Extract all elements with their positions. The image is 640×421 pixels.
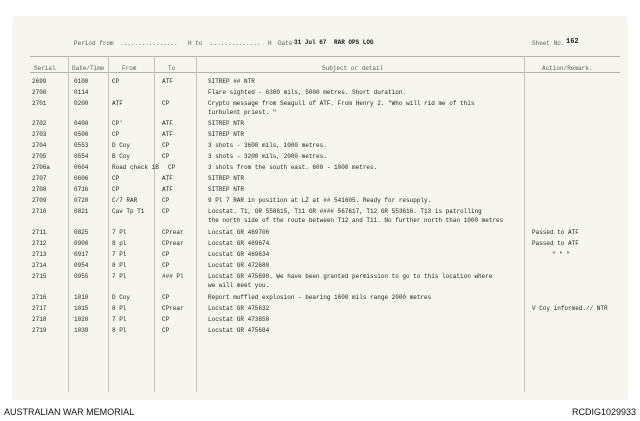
time-cell: 0917: [74, 251, 89, 258]
time-cell: 1038: [74, 327, 89, 334]
to-cell: CP: [162, 251, 170, 258]
action-cell: " " ": [552, 251, 571, 258]
col-header-subject: Subject or detail: [322, 65, 384, 72]
period-dots-2: ..............: [210, 40, 261, 47]
from-cell: Road check 1B: [112, 164, 159, 171]
from-cell: 8 Pl: [112, 327, 127, 334]
from-cell: CP: [112, 78, 120, 85]
serial-cell: 2700: [32, 89, 47, 96]
serial-cell: 2712: [32, 240, 47, 247]
time-cell: 0400: [74, 120, 89, 127]
time-cell: 0821: [74, 208, 89, 215]
to-cell: CP: [162, 153, 170, 160]
subject-cell: Locstat GR 469674: [208, 240, 270, 247]
subject-cell: SITREP NTR: [208, 131, 245, 138]
serial-cell: 2715: [32, 273, 47, 280]
period-h2-label: H: [268, 40, 272, 47]
subject-cell: 3 shots - 3200 mils, 2000 metres.: [208, 153, 327, 160]
serial-cell: 2699: [32, 78, 47, 85]
action-cell: Passed to ATF: [532, 229, 579, 236]
subject-cell: Locstat GR 475684: [208, 327, 270, 334]
sheet-no-value: 162: [566, 38, 579, 46]
from-cell: CP': [112, 120, 123, 127]
table-row: [12, 174, 628, 184]
table-row: [12, 250, 628, 260]
serial-cell: 2706a: [32, 164, 51, 171]
to-cell: CP: [162, 327, 170, 334]
action-cell: V Coy informed.// NTR: [532, 305, 608, 312]
to-cell: CP: [162, 208, 170, 215]
table-row: [12, 239, 628, 249]
table-row: [12, 119, 628, 129]
table-row: [12, 326, 628, 336]
from-cell: 7 Pl: [112, 251, 127, 258]
date-value: 31 Jul 67: [294, 39, 327, 46]
header-bottom-rule: [30, 72, 620, 73]
from-cell: Cav Tp T1: [112, 208, 145, 215]
from-cell: 7 Pl: [112, 316, 127, 323]
subject-cell: Crypto message from Seagull of ATF. From Henry 2. "Who will rid me of this: [208, 100, 475, 107]
subject-cell: Locstat GR 475690. We have been granted permission to go to this location where: [208, 273, 493, 280]
date-label: Date: [278, 40, 293, 47]
table-row: [12, 77, 628, 87]
to-cell: ATF: [162, 131, 173, 138]
table-row: [12, 207, 628, 225]
to-cell: CPrear: [162, 229, 184, 236]
from-cell: 7 Pl: [112, 273, 127, 280]
serial-cell: 2702: [32, 120, 47, 127]
to-cell: CP: [162, 100, 170, 107]
from-cell: D Coy: [112, 294, 131, 301]
to-cell: CP: [162, 262, 170, 269]
serial-cell: 2717: [32, 305, 47, 312]
subject-continuation: we will meet you.: [208, 282, 270, 289]
subject-cell: SITREP NTR: [208, 120, 245, 127]
subject-cell: SITREP ## NTR: [208, 78, 255, 85]
period-from-label: Period from: [74, 40, 114, 47]
to-cell: CP: [162, 142, 170, 149]
to-cell: CPrear: [162, 240, 184, 247]
subject-cell: Locstat GR 475632: [208, 305, 270, 312]
table-row: [12, 272, 628, 290]
serial-cell: 2719: [32, 327, 47, 334]
to-cell: CP: [162, 316, 170, 323]
from-cell: B Coy: [112, 153, 131, 160]
from-cell: ATF: [112, 100, 123, 107]
serial-cell: 2707: [32, 175, 47, 182]
to-cell: CPrear: [162, 305, 184, 312]
subject-cell: Report muffled explosion - bearing 1600 mils range 2000 metres: [208, 294, 432, 301]
from-cell: 8 Pl: [112, 305, 127, 312]
subject-cell: 3 shots - 3600 mils, 1000 metres.: [208, 142, 327, 149]
serial-cell: 2709: [32, 197, 47, 204]
to-cell: ATF: [162, 78, 173, 85]
time-cell: 0720: [74, 197, 89, 204]
from-cell: CP: [112, 131, 120, 138]
time-cell: 1015: [74, 305, 89, 312]
time-cell: 0716: [74, 186, 89, 193]
to-cell: CP: [162, 197, 170, 204]
col-header-date-time: Date/Time: [72, 65, 105, 72]
subject-cell: SITREP NTR: [208, 175, 245, 182]
subject-cell: SITREP NTR: [208, 186, 245, 193]
unit-name: RAR OPS LOG: [334, 39, 374, 46]
period-h1-label: H to: [188, 40, 203, 47]
table-row: [12, 152, 628, 162]
archive-credit: AUSTRALIAN WAR MEMORIAL: [4, 407, 135, 417]
archive-reference: RCDIG1029933: [571, 407, 636, 417]
col-header-to: To: [168, 65, 176, 72]
time-cell: 0604: [74, 164, 89, 171]
to-cell: ATF: [162, 120, 173, 127]
table-row: [12, 261, 628, 271]
subject-cell: Locstat GR 472680: [208, 262, 270, 269]
table-row: [12, 141, 628, 151]
time-cell: 0114: [74, 89, 89, 96]
table-row: [12, 99, 628, 117]
time-cell: 0200: [74, 100, 89, 107]
to-cell: CP: [168, 164, 176, 171]
to-cell: CP: [162, 294, 170, 301]
subject-continuation: turbulent priest. ": [208, 109, 277, 116]
time-cell: 1020: [74, 316, 89, 323]
from-cell: CP: [112, 175, 120, 182]
serial-cell: 2704: [32, 142, 47, 149]
subject-cell: Locstat GR 469634: [208, 251, 270, 258]
serial-cell: 2711: [32, 229, 47, 236]
serial-cell: 2703: [32, 131, 47, 138]
time-cell: 0606: [74, 175, 89, 182]
subject-cell: Locstat. T1, GR 558615, T11 GR #### 567617, T12 GR 553616. T13 is patrolling: [208, 208, 482, 215]
log-sheet: [12, 16, 628, 400]
table-row: [12, 130, 628, 140]
serial-cell: 2705: [32, 153, 47, 160]
subject-cell: Locstat GR 469706: [208, 229, 270, 236]
to-cell: ATF: [162, 175, 173, 182]
subject-cell: 3 shots from the south east. 600 - 1000 metres.: [208, 164, 378, 171]
time-cell: 0955: [74, 273, 89, 280]
period-dots-1: ................: [120, 40, 178, 47]
serial-cell: 2708: [32, 186, 47, 193]
time-cell: 0900: [74, 240, 89, 247]
table-row: [12, 228, 628, 238]
to-cell: ATF: [162, 186, 173, 193]
to-cell: ### Pl: [162, 273, 184, 280]
time-cell: 1010: [74, 294, 89, 301]
table-row: [12, 293, 628, 303]
subject-continuation: the north side of the route between T12 and T11. No further north than 1000 metres: [208, 217, 504, 224]
action-cell: Passed to ATF: [532, 240, 579, 247]
table-row: [12, 88, 628, 98]
from-cell: D Coy: [112, 142, 131, 149]
from-cell: 8 pl: [112, 240, 127, 247]
serial-cell: 2710: [32, 208, 47, 215]
serial-cell: 2713: [32, 251, 47, 258]
time-cell: 0500: [74, 131, 89, 138]
subject-cell: Flare sighted - 6300 mils, 5000 metres. Short duration.: [208, 89, 407, 96]
table-row: [12, 315, 628, 325]
serial-cell: 2718: [32, 316, 47, 323]
col-header-from: From: [122, 65, 137, 72]
table-top-rule: [30, 56, 620, 57]
time-cell: 0554: [74, 153, 89, 160]
sheet-no-label: Sheet No.: [532, 40, 565, 47]
subject-cell: 9 Pl 7 RAR in position at LZ at ## 541605. Ready for resupply.: [208, 197, 432, 204]
from-cell: 8 Pl: [112, 262, 127, 269]
col-header-serial: Serial: [34, 65, 56, 72]
serial-cell: 2716: [32, 294, 47, 301]
table-row: [12, 304, 628, 314]
table-row: [12, 196, 628, 206]
time-cell: 0954: [74, 262, 89, 269]
table-row: [12, 163, 628, 173]
serial-cell: 2701: [32, 100, 47, 107]
from-cell: C/7 RAR: [112, 197, 138, 204]
time-cell: 0553: [74, 142, 89, 149]
col-header-action: Action/Remark.: [542, 65, 593, 72]
from-cell: 7 Pl: [112, 229, 127, 236]
time-cell: 0100: [74, 78, 89, 85]
serial-cell: 2714: [32, 262, 47, 269]
table-row: [12, 185, 628, 195]
subject-cell: Locstat GR 473650: [208, 316, 270, 323]
from-cell: CP: [112, 186, 120, 193]
time-cell: 0825: [74, 229, 89, 236]
